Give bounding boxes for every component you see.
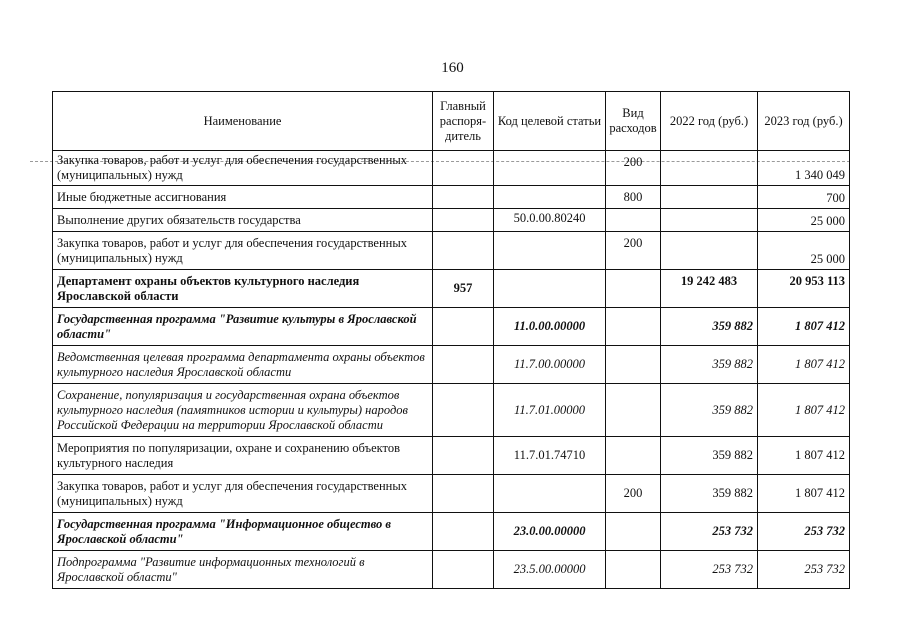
row-department	[433, 151, 494, 186]
row-code	[494, 232, 606, 270]
row-2023: 1 807 412	[758, 475, 850, 513]
row-code: 23.0.00.00000	[494, 513, 606, 551]
row-name: Государственная программа "Развитие культуры в Ярославской области"	[53, 308, 433, 346]
row-kind	[606, 270, 661, 308]
row-2023: 1 807 412	[758, 346, 850, 384]
row-2023: 1 807 412	[758, 384, 850, 437]
row-2023: 1 807 412	[758, 308, 850, 346]
row-code	[494, 186, 606, 209]
header-2022: 2022 год (руб.)	[661, 92, 758, 151]
row-2023: 253 732	[758, 551, 850, 589]
row-department	[433, 437, 494, 475]
row-kind	[606, 209, 661, 232]
table-row	[53, 308, 850, 346]
header-kind: Вид расходов	[606, 92, 661, 151]
row-department	[433, 308, 494, 346]
row-department	[433, 513, 494, 551]
row-kind: 200	[606, 151, 661, 186]
row-kind: 200	[606, 232, 661, 270]
row-code	[494, 151, 606, 186]
row-code	[494, 270, 606, 308]
row-2022: 359 882	[661, 308, 758, 346]
row-department	[433, 475, 494, 513]
table-row	[53, 551, 850, 589]
table-row	[53, 209, 850, 232]
header-code: Код целевой статьи	[494, 92, 606, 151]
row-kind	[606, 437, 661, 475]
row-name: Ведомственная целевая программа департамента охраны объектов культурного наследия Ярославской области	[53, 346, 433, 384]
row-2023: 20 953 113	[758, 270, 850, 308]
table-row	[53, 270, 850, 308]
row-kind	[606, 551, 661, 589]
row-2022: 359 882	[661, 384, 758, 437]
row-name: Государственная программа "Информационное общество в Ярославской области"	[53, 513, 433, 551]
row-2022: 253 732	[661, 513, 758, 551]
table-row	[53, 475, 850, 513]
row-2022: 253 732	[661, 551, 758, 589]
row-name: Подпрограмма "Развитие информационных технологий в Ярославской области"	[53, 551, 433, 589]
row-department: 957	[433, 270, 494, 308]
page-number: 160	[441, 60, 464, 76]
row-name: Мероприятия по популяризации, охране и сохранению объектов культурного наследия	[53, 437, 433, 475]
row-department	[433, 346, 494, 384]
row-department	[433, 209, 494, 232]
row-name: Департамент охраны объектов культурного наследия Ярославской области	[53, 270, 433, 308]
row-kind	[606, 384, 661, 437]
row-department	[433, 232, 494, 270]
row-code: 11.7.01.00000	[494, 384, 606, 437]
row-name: Закупка товаров, работ и услуг для обеспечения государственных (муниципальных) нужд	[53, 232, 433, 270]
row-2022: 359 882	[661, 346, 758, 384]
header-name: Наименование	[53, 92, 433, 151]
row-code: 11.7.00.00000	[494, 346, 606, 384]
row-code: 11.7.01.74710	[494, 437, 606, 475]
row-2022: 359 882	[661, 475, 758, 513]
row-kind	[606, 308, 661, 346]
row-code	[494, 475, 606, 513]
table-row	[53, 384, 850, 437]
row-name: Иные бюджетные ассигнования	[53, 186, 433, 209]
row-2022	[661, 209, 758, 232]
table-row	[53, 437, 850, 475]
row-2022: 359 882	[661, 437, 758, 475]
row-2022: 19 242 483	[661, 270, 758, 308]
table-row	[53, 513, 850, 551]
row-kind	[606, 346, 661, 384]
row-kind: 800	[606, 186, 661, 209]
row-kind: 200	[606, 475, 661, 513]
row-code: 23.5.00.00000	[494, 551, 606, 589]
row-kind	[606, 513, 661, 551]
row-2023: 25 000	[758, 209, 850, 232]
table-row	[53, 186, 850, 209]
row-2022	[661, 186, 758, 209]
table-row	[53, 151, 850, 186]
row-name: Закупка товаров, работ и услуг для обеспечения государственных (муниципальных) нужд	[53, 475, 433, 513]
header-department: Главный распоря-дитель	[433, 92, 494, 151]
row-code: 11.0.00.00000	[494, 308, 606, 346]
row-name: Сохранение, популяризация и государственная охрана объектов культурного наследия (памятников истории и культуры) народов Российской Федерации на территории Ярославской области	[53, 384, 433, 437]
row-2023: 253 732	[758, 513, 850, 551]
row-2022	[661, 151, 758, 186]
row-2022	[661, 232, 758, 270]
row-2023: 25 000	[758, 232, 850, 270]
row-2023: 1 340 049	[758, 151, 850, 186]
row-department	[433, 551, 494, 589]
row-code: 50.0.00.80240	[494, 209, 606, 232]
table-row	[53, 232, 850, 270]
header-2023: 2023 год (руб.)	[758, 92, 850, 151]
table-header-row	[53, 92, 850, 151]
row-name: Закупка товаров, работ и услуг для обеспечения государственных (муниципальных) нужд	[53, 151, 433, 186]
row-2023: 700	[758, 186, 850, 209]
row-name: Выполнение других обязательств государства	[53, 209, 433, 232]
row-department	[433, 384, 494, 437]
table-row	[53, 346, 850, 384]
row-2023: 1 807 412	[758, 437, 850, 475]
budget-table	[52, 91, 850, 589]
row-department	[433, 186, 494, 209]
